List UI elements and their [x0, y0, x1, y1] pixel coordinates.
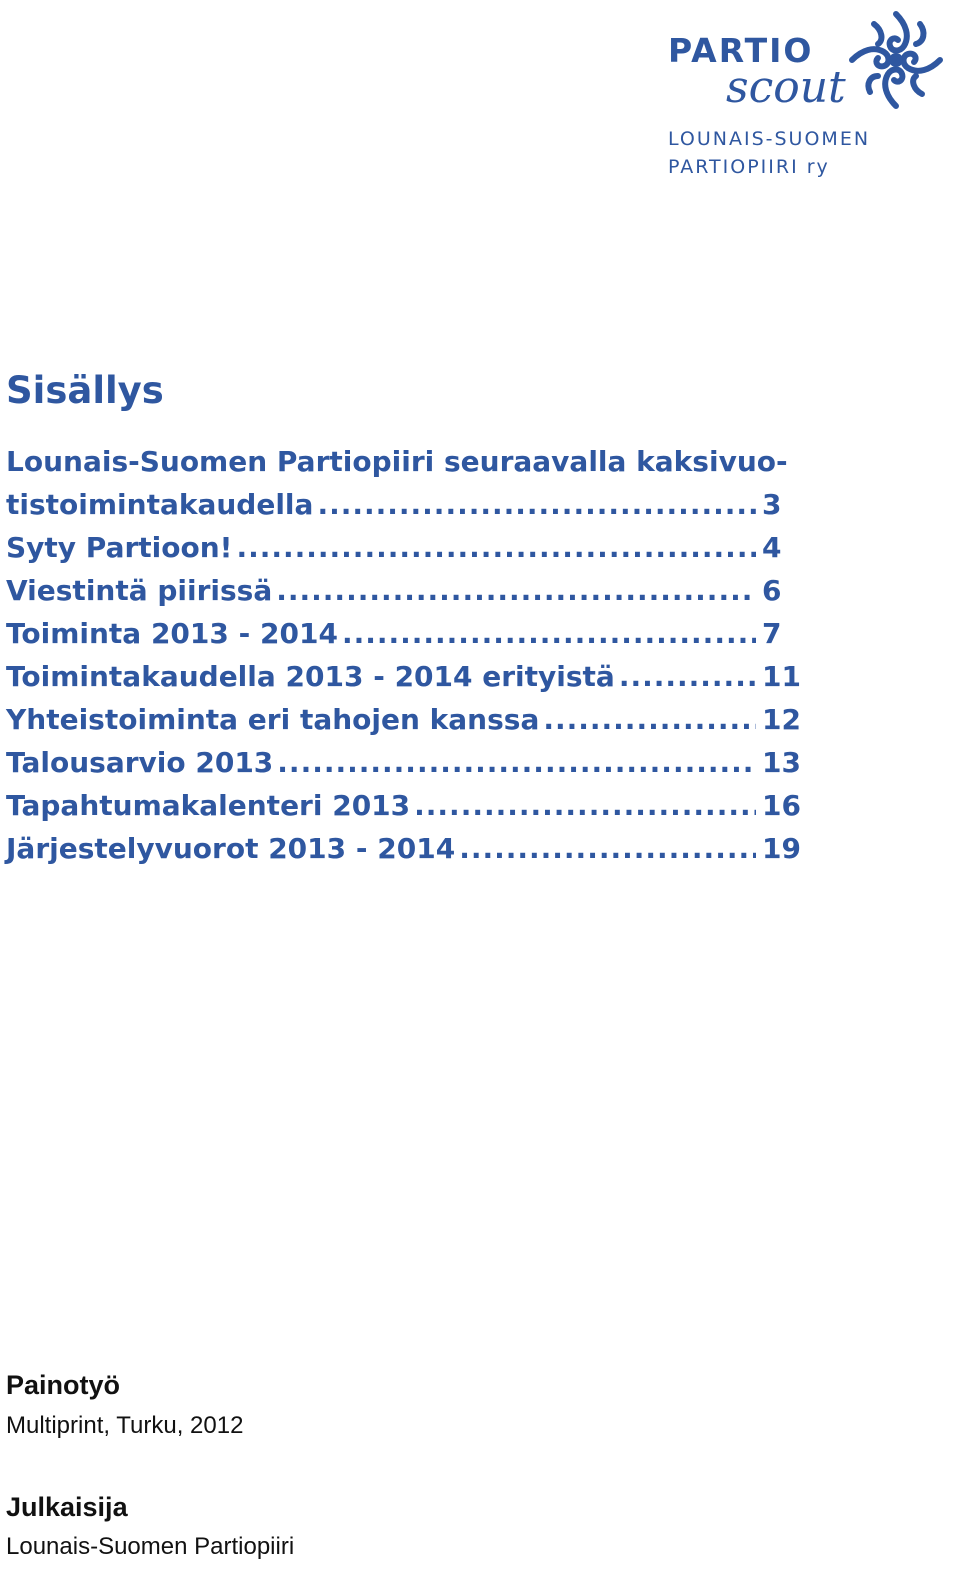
toc-leader-dots: [236, 526, 756, 569]
logo-region-text: LOUNAIS-SUOMEN: [668, 128, 871, 150]
toc-entry: [6, 483, 806, 526]
toc-entry-label: Tapahtumakalenteri 2013: [6, 789, 411, 822]
toc-entry: [6, 612, 806, 655]
toc-leader-dots: [543, 698, 756, 741]
toc-entry-page: 16: [762, 789, 801, 822]
toc-leader-dots: [342, 612, 756, 655]
table-of-contents: [6, 440, 806, 870]
logo-district-text: PARTIOPIIRI ry: [668, 156, 830, 178]
toc-entry: [6, 698, 806, 741]
toc-entry-label: Viestintä piirissä: [6, 574, 273, 607]
toc-leader-dots: [277, 741, 756, 784]
publisher-text: Lounais-Suomen Partiopiiri: [6, 1533, 295, 1560]
partio-scout-logo: [668, 6, 948, 181]
toc-entry-page: 11: [762, 660, 801, 693]
toc-entry-label: Järjestelyvuorot 2013 - 2014: [6, 832, 456, 865]
toc-entry-label: Talousarvio 2013: [6, 746, 274, 779]
logo-partio-text: PARTIO: [668, 31, 814, 70]
printer-text: Multiprint, Turku, 2012: [6, 1412, 244, 1439]
toc-entry-page: 12: [762, 703, 801, 736]
toc-entry-page: 13: [762, 746, 801, 779]
toc-title: Sisällys: [6, 369, 164, 412]
toc-entry-page: 7: [762, 617, 782, 650]
toc-leader-dots: [414, 784, 756, 827]
scout-emblem-icon: [844, 6, 948, 114]
toc-entry: [6, 784, 806, 827]
toc-first-line: [6, 440, 806, 483]
toc-leader-dots: [619, 655, 756, 698]
toc-entry-label: Toimintakaudella 2013 - 2014 erityistä: [6, 660, 615, 693]
toc-entry-page: 19: [762, 832, 801, 865]
toc-entry-label: Toiminta 2013 - 2014: [6, 617, 338, 650]
printer-heading: Painotyö: [6, 1370, 121, 1400]
toc-entry-page: 4: [762, 531, 782, 564]
toc-leader-dots: [317, 483, 756, 526]
toc-entry: [6, 526, 806, 569]
toc-leader-dots: [276, 569, 756, 612]
toc-entry-label: Lounais-Suomen Partiopiiri seuraavalla kaksivuo-: [6, 445, 788, 478]
toc-entry: [6, 827, 806, 870]
toc-entry: [6, 655, 806, 698]
toc-entry-label: Yhteistoiminta eri tahojen kanssa: [6, 703, 540, 736]
toc-entry-page: 3: [762, 488, 782, 521]
toc-entry-label: Syty Partioon!: [6, 531, 233, 564]
toc-leader-dots: [459, 827, 756, 870]
toc-entry-label: tistoimintakaudella: [6, 488, 314, 521]
toc-entry-page: 6: [762, 574, 782, 607]
logo-scout-text: scout: [726, 62, 846, 113]
publisher-heading: Julkaisija: [6, 1492, 128, 1522]
toc-entry: [6, 741, 806, 784]
toc-entry: [6, 569, 806, 612]
